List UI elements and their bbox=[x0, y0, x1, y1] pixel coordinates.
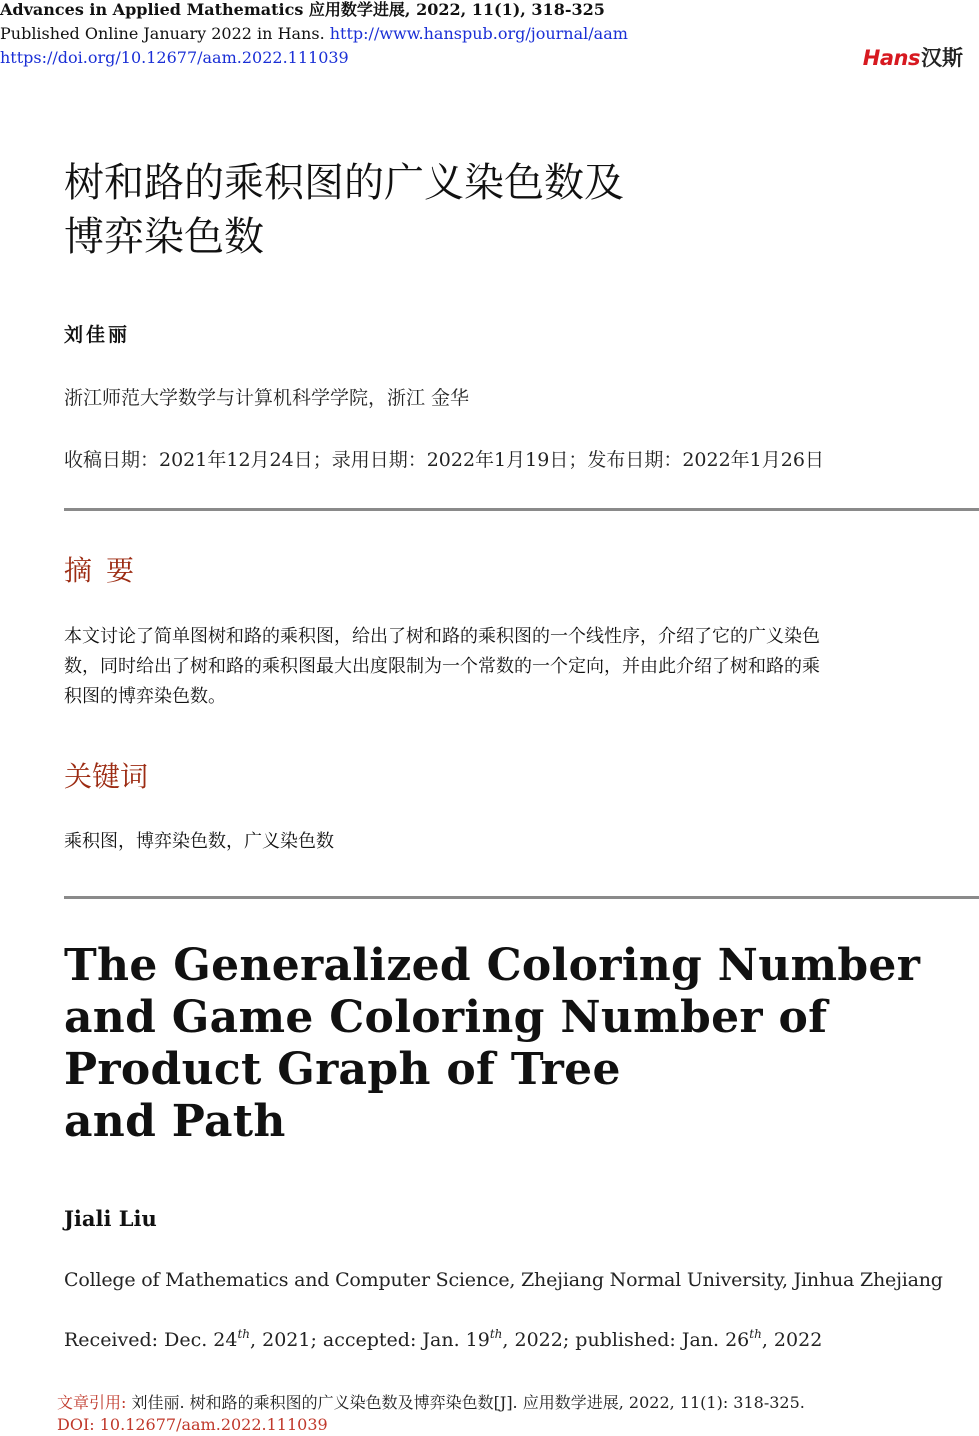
published-line bbox=[0, 24, 628, 44]
english-dates bbox=[64, 1329, 822, 1351]
journal-url-link[interactable]: http://www.hanspub.org/journal/aam bbox=[329, 24, 628, 43]
english-author: Jiali Liu bbox=[64, 1206, 157, 1231]
english-title-line-4: and Path bbox=[64, 1096, 286, 1147]
citation-line bbox=[57, 1392, 805, 1414]
english-title-line-1: The Generalized Coloring Number bbox=[64, 940, 921, 991]
english-title-line-3: Product Graph of Tree bbox=[64, 1044, 621, 1095]
citation-label: 文章引用: bbox=[57, 1393, 132, 1412]
year-tail: , 2022 bbox=[761, 1329, 823, 1351]
accepted-date: , 2021; accepted: Jan. 19 bbox=[250, 1329, 490, 1351]
divider-top bbox=[64, 508, 979, 511]
received-date: Received: Dec. 24 bbox=[64, 1329, 238, 1351]
logo-cjk-text: 汉斯 bbox=[921, 46, 963, 70]
chinese-title bbox=[64, 156, 624, 264]
chinese-affiliation: 浙江师范大学数学与计算机科学学院，浙江 金华 bbox=[64, 387, 470, 409]
chinese-author: 刘佳丽 bbox=[64, 324, 131, 346]
english-affiliation: College of Mathematics and Computer Science, Zhejiang Normal University, Jinhua Zhejiang bbox=[64, 1269, 943, 1291]
english-title bbox=[64, 940, 920, 1148]
ordinal-suffix: th bbox=[237, 1327, 251, 1341]
ordinal-suffix: th bbox=[749, 1327, 762, 1341]
doi-url-link[interactable]: https://doi.org/10.12677/aam.2022.111039 bbox=[0, 48, 349, 67]
published-prefix: Published Online January 2022 in Hans. bbox=[0, 24, 330, 43]
hans-logo bbox=[863, 42, 963, 72]
abstract-line-1: 本文讨论了简单图树和路的乘积图，给出了树和路的乘积图的一个线性序，介绍了它的广义染色 bbox=[64, 626, 820, 647]
chinese-title-line-2: 博弈染色数 bbox=[64, 214, 264, 260]
citation-doi: DOI: 10.12677/aam.2022.111039 bbox=[57, 1415, 328, 1434]
chinese-dates: 收稿日期：2021年12月24日；录用日期：2022年1月19日；发布日期：2022年1月26日 bbox=[64, 449, 824, 471]
abstract-heading: 摘要 bbox=[64, 554, 149, 587]
keywords-text: 乘积图，博弈染色数，广义染色数 bbox=[64, 831, 334, 852]
divider-bottom bbox=[64, 896, 979, 899]
abstract-line-2: 数，同时给出了树和路的乘积图最大出度限制为一个常数的一个定向，并由此介绍了树和路的乘 bbox=[64, 656, 820, 677]
english-title-line-2: and Game Coloring Number of bbox=[64, 992, 828, 1043]
journal-line: Advances in Applied Mathematics 应用数学进展, 2022, 11(1), 318-325 bbox=[0, 0, 605, 19]
abstract-line-3: 积图的博弈染色数。 bbox=[64, 686, 226, 707]
logo-latin-text: Hans bbox=[862, 46, 920, 70]
ordinal-suffix: th bbox=[489, 1327, 503, 1341]
published-date: , 2022; published: Jan. 26 bbox=[502, 1329, 750, 1351]
chinese-title-line-1: 树和路的乘积图的广义染色数及 bbox=[64, 160, 624, 206]
citation-text: 刘佳丽. 树和路的乘积图的广义染色数及博弈染色数[J]. 应用数学进展, 2022, 11(1): 318-325. bbox=[131, 1393, 805, 1412]
abstract-body bbox=[64, 622, 969, 712]
keywords-heading: 关键词 bbox=[64, 760, 149, 793]
